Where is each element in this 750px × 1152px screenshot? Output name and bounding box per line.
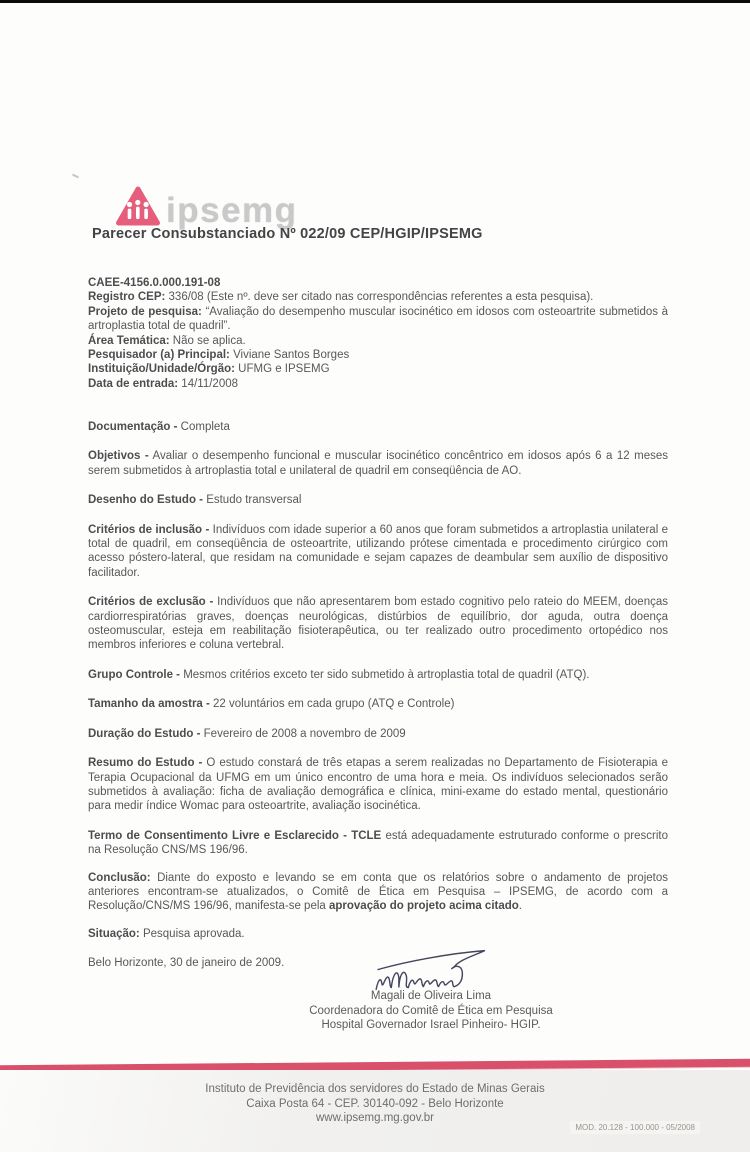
section-criterios-exclusao: Critérios de exclusão - Indivíduos que não apresentarem bom estado cognitivo pelo rateio do MEEM, doenças cardiorrespiratórias graves, doenças neurológicas, distúrbios de equilíbrio, dor aguda, outra doença osteomuscular, esteja em reabilitação fisioterapêutica, ou ter realizado outro procedimento ortopédico nos membros inferiores e coluna vertebral. — [88, 596, 668, 652]
scan-artifact — [72, 174, 79, 179]
ipsemg-wordmark: ipsemg — [166, 191, 298, 230]
section-desenho-estudo: Desenho do Estudo - Estudo transversal — [88, 494, 302, 507]
section-documentacao: Documentação - Completa — [88, 421, 230, 433]
scan-top-border — [0, 0, 750, 3]
section-criterios-inclusao: Critérios de inclusão - Indivíduos com idade superior a 60 anos que foram submetidos a artroplastia unilateral e total de quadril, em conseqüência de osteoartrite, utilizando prótese cimentada e procedimento cirúrgico com acesso póstero-lateral, que residam na comunidade e sejam capazes de deambular sem auxílio de dispositivo facilitador. — [88, 523, 669, 579]
signatory-name: Magali de Oliveira Lima — [370, 990, 492, 1002]
field-pesquisador: Pesquisador (a) Principal: Viviane Santos Borges — [88, 349, 350, 362]
field-registro-cep: Registro CEP: 336/08 (Este nº. deve ser citado nas correspondências referentes a esta pesquisa). — [88, 291, 594, 304]
caee-number: CAEE-4156.0.000.191-08 — [88, 277, 221, 289]
section-resumo-estudo: Resumo do Estudo - O estudo constará de três etapas a serem realizadas no Departamento de Fisioterapia e Terapia Ocupacional da UFMG em um único encontro de uma hora e meia. Os indivíduos selecionados serão submetidos à avaliação: ficha de avaliação demográfica e clínica, mini-exame do estado mental, questionário para medir índice Womac para osteoartrite, avaliação isocinética. — [88, 757, 668, 813]
ipsemg-logo — [116, 186, 298, 230]
section-grupo-controle: Grupo Controle - Mesmos critérios exceto ter sido submetido à artroplastia total de quadril (ATQ). — [88, 668, 590, 681]
signatory-role: Coordenadora do Comitê de Ética em Pesquisa — [309, 1004, 553, 1017]
header-fields — [88, 276, 668, 391]
section-conclusao: Conclusão: Diante do exposto e levando se em conta que os relatórios sobre o andamento de projetos anteriores encontram-se atualizados, o Comitê de Ética em Pesquisa – IPSEMG, de acordo com a Resolução/CNS/MS 196/96, manifesta-se pela aprovação do projeto acima citado. — [88, 871, 668, 913]
field-area-tematica: Área Temática: Não se aplica. — [88, 334, 246, 347]
section-objetivos: Objetivos - Avaliar o desempenho funcional e muscular isocinético concêntrico em idosos após 6 a 12 meses serem submetidos à artroplastia total e unilateral de quadril em conseqüência de AO. — [88, 450, 668, 477]
footer-address: Caixa Posta 64 - CEP. 30140-092 - Belo Horizonte — [246, 1097, 504, 1110]
document-body — [88, 420, 668, 986]
page-footer — [0, 1070, 750, 1152]
page-title: Parecer Consubstanciado Nº 022/09 CEP/HGIP/IPSEMG — [92, 226, 483, 242]
footer-institution: Instituto de Previdência dos servidores do Estado de Minas Gerais — [205, 1083, 545, 1095]
footer-form-code: MOD. 20.128 - 100.000 - 05/2008 — [570, 1121, 700, 1134]
section-tcle: Termo de Consentimento Livre e Esclarecido - TCLE está adequadamente estruturado conforme o prescrito na Resolução CNS/MS 196/96. — [88, 829, 669, 857]
field-projeto: Projeto de pesquisa: “Avaliação do desempenho muscular isocinético em idosos com osteoartrite submetidos à artroplastia total de quadril”. — [88, 305, 669, 333]
ipsemg-triangle-people-icon — [116, 186, 160, 226]
date-place-line: Belo Horizonte, 30 de janeiro de 2009. — [88, 957, 285, 970]
section-duracao-estudo: Duração do Estudo - Fevereiro de 2008 a novembro de 2009 — [88, 727, 406, 740]
section-tamanho-amostra: Tamanho da amostra - 22 voluntários em cada grupo (ATQ e Controle) — [88, 698, 455, 711]
section-situacao: Situação: Pesquisa aprovada. — [88, 927, 245, 940]
field-instituicao: Instituição/Unidade/Órgão: UFMG e IPSEMG — [88, 363, 330, 376]
signatory-org: Hospital Governador Israel Pinheiro- HGIP. — [321, 1019, 541, 1032]
footer-website: www.ipsemg.mg.gov.br — [315, 1112, 435, 1124]
signature-block — [283, 944, 579, 1033]
field-data-entrada: Data de entrada: 14/11/2008 — [88, 377, 239, 390]
